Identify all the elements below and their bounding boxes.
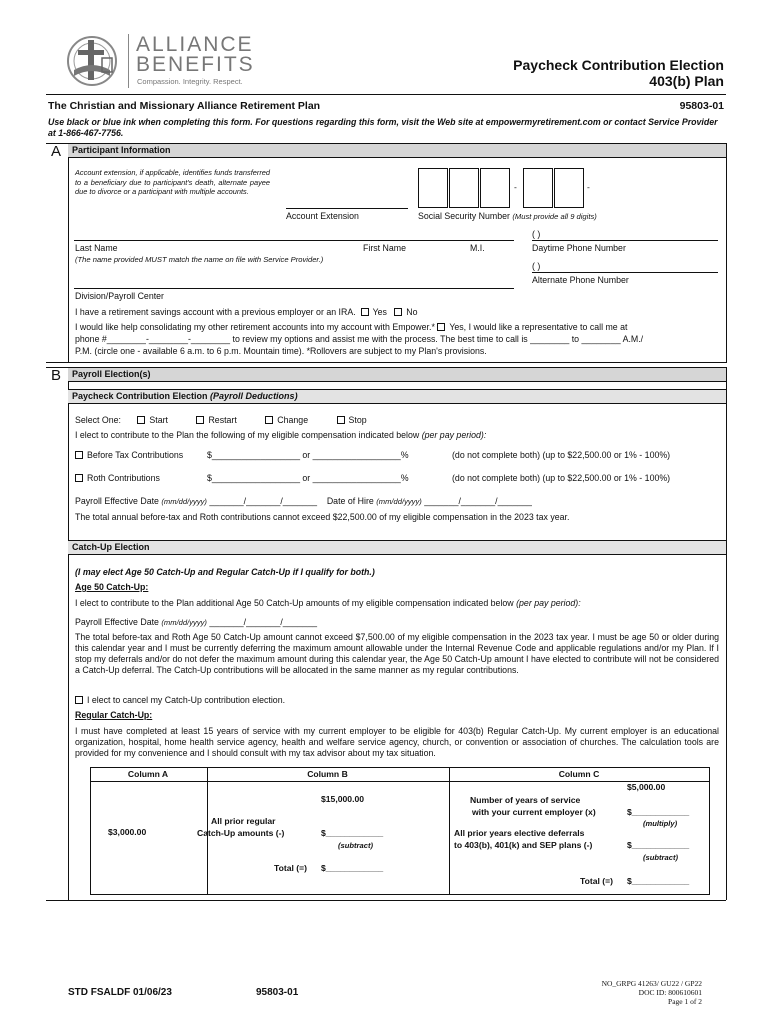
regular-title: Regular Catch-Up: (75, 710, 153, 720)
age50-paragraph: The total before-tax and Roth Age 50 Catch-Up amount cannot exceed $7,500.00 of my eligible compensation in the 2023 tax year. I must be age 50 or older during this calendar year and I must be currently deferring the maximum amount allowable under the Internal Revenue Code and applicable regulations and/or my Plan. If I stop my deferrals and/or do not defer the maximum amount during this calendar year, the Age 50 Catch-Up amount I have elected to contribute will not be considered a Catch-Up deferral. The Catch-Up contributions will be allocated in the same manner as my regular contributions. (75, 632, 719, 675)
col-c-multiply: (multiply) (643, 819, 678, 828)
stop-checkbox[interactable] (337, 416, 345, 424)
mi-label: M.I. (470, 243, 485, 253)
effective-date-label: Payroll Effective Date (75, 496, 159, 506)
age50-text-main: I elect to contribute to the Plan additional Age 50 Catch-Up amounts of my eligible compensation indicated below (75, 598, 514, 608)
annual-note: The total annual before-tax and Roth contributions cannot exceed $22,500.00 of my eligible compensation in the 2023 tax year. (75, 512, 570, 522)
alt-phone-label: Alternate Phone Number (532, 275, 629, 285)
cancel-checkbox[interactable] (75, 696, 83, 704)
section-b-letter: B (51, 367, 62, 384)
section-b-header: Payroll Election(s) (68, 367, 726, 382)
select-one-label: Select One: (75, 415, 121, 425)
effective-date-fmt: (mm/dd/yyyy) (161, 497, 207, 506)
paycheck-election-note: (Payroll Deductions) (210, 391, 298, 401)
col-a-header: Column A (127, 769, 169, 779)
footer-ref-3: Page 1 of 2 (668, 997, 702, 1006)
paycheck-election-title: Paycheck Contribution Election (72, 391, 208, 401)
regular-paragraph: I must have completed at least 15 years of service with my current employer to be eligible for 403(b) Regular Catch-Up. My current employer is an educational organization, hospital, home health service agency, health and welfare service agency, church, or convention or association of churches. The calculation tools are provided for my convenience and I should consult with my tax advisor about my tax situation. (75, 726, 719, 758)
catchup-calc-table (90, 767, 710, 895)
form-title: Paycheck Contribution Election (513, 57, 724, 73)
cancel-label: I elect to cancel my Catch-Up contribution election. (87, 695, 286, 705)
plan-name: The Christian and Missionary Alliance Retirement Plan (48, 100, 321, 112)
consolidate-yes-checkbox[interactable] (437, 323, 445, 331)
age50-title: Age 50 Catch-Up: (75, 582, 149, 592)
footer-ref-2: DOC ID: 800610601 (638, 988, 702, 997)
ssn-field[interactable] (418, 168, 618, 208)
stop-label: Stop (348, 415, 367, 425)
col-c-years-1: Number of years of service (470, 795, 581, 805)
effective-date-row (75, 496, 532, 506)
hire-date-fmt: (mm/dd/yyyy) (376, 497, 422, 506)
before-tax-label: Before Tax Contributions (87, 450, 184, 460)
section-a-letter: A (51, 143, 62, 160)
consolidate-line3: P.M. (circle one - available 6 a.m. to 6 p.m. Mountain time). *Rollovers are subject to my Plan's provisions. (75, 346, 487, 356)
col-b-header: Column B (307, 769, 348, 779)
alternate-phone-field[interactable] (532, 258, 718, 272)
ssn-dash-1: - (514, 182, 517, 192)
ssn-label-text: Social Security Number (418, 211, 510, 221)
consolidate-text: I would like help consolidating my other retirement accounts into my account with Empower.* (75, 322, 435, 332)
roth-amount[interactable]: $__________________ or __________________% (207, 473, 409, 483)
daytime-phone-field[interactable] (532, 226, 718, 240)
col-b-subtract: (subtract) (338, 841, 374, 850)
cancel-row (75, 695, 285, 705)
ira-no-label: No (406, 307, 418, 317)
logo-line2: BENEFITS (136, 53, 255, 76)
ira-no-checkbox[interactable] (394, 308, 402, 316)
hire-date-label: Date of Hire (326, 496, 374, 506)
roth-checkbox[interactable] (75, 474, 83, 482)
col-b-prior-2: Catch-Up amounts (-) (197, 828, 285, 838)
age50-date-field[interactable]: _______/_______/_______ (209, 617, 318, 627)
age50-text (75, 598, 581, 608)
last-name-label: Last Name (75, 243, 118, 253)
col-c-total-field[interactable]: $____________ (627, 876, 690, 886)
plan-number: 95803-01 (679, 100, 724, 112)
start-checkbox[interactable] (137, 416, 145, 424)
ira-yes-checkbox[interactable] (361, 308, 369, 316)
effective-date-field[interactable]: _______/_______/_______ (209, 496, 318, 506)
paycheck-election-header (68, 389, 726, 404)
col-c-amount: $5,000.00 (627, 782, 666, 792)
col-c-years-2: with your current employer (x) (472, 807, 596, 817)
account-ext-label: Account Extension (286, 211, 359, 221)
day-phone-label: Daytime Phone Number (532, 243, 626, 253)
logo-tagline: Compassion. Integrity. Respect. (137, 77, 243, 86)
ira-question (75, 307, 418, 317)
ssn-label (418, 211, 597, 221)
form-subtitle: 403(b) Plan (649, 73, 724, 89)
alliance-logo-icon (66, 34, 122, 88)
footer-form-code: STD FSALDF 01/06/23 (68, 987, 172, 998)
ssn-dash-2: - (587, 182, 590, 192)
account-extension-field[interactable] (286, 190, 408, 208)
col-c-deferrals-1: All prior years elective deferrals (454, 828, 585, 838)
before-tax-checkbox[interactable] (75, 451, 83, 459)
age50-text-note: (per pay period): (516, 598, 581, 608)
name-note: (The name provided MUST match the name on file with Service Provider.) (75, 255, 324, 264)
col-c-subtract: (subtract) (643, 853, 679, 862)
col-b-total-label: Total (=) (274, 863, 308, 873)
footer-plan-number: 95803-01 (256, 987, 299, 998)
roth-row (75, 473, 160, 483)
restart-label: Restart (208, 415, 237, 425)
footer-ref-1: NO_GRPG 41263/ GU22 / GP22 (601, 979, 702, 988)
col-b-prior: All prior regular (211, 816, 276, 826)
day-phone-paren: ( ) (532, 229, 541, 239)
elect-text (75, 430, 486, 440)
logo (66, 34, 256, 90)
age50-date-fmt: (mm/dd/yyyy) (161, 618, 207, 627)
change-label: Change (277, 415, 309, 425)
before-tax-limit: (do not complete both) (up to $22,500.00 or 1% - 100%) (452, 450, 671, 460)
col-c-deferrals-field[interactable]: $____________ (627, 840, 690, 850)
first-name-label: First Name (363, 243, 407, 253)
alt-phone-paren: ( ) (532, 261, 541, 271)
consolidate-yes-text: Yes, I would like a representative to call me at (449, 322, 628, 332)
division-field[interactable] (74, 274, 514, 288)
col-b-prior-field[interactable]: $____________ (321, 828, 384, 838)
col-b-amount: $15,000.00 (321, 794, 365, 804)
ira-question-text: I have a retirement savings account with a previous employer or an IRA. (75, 307, 356, 317)
age50-date-row (75, 617, 317, 627)
ssn-note: (Must provide all 9 digits) (512, 212, 597, 221)
before-tax-amount[interactable]: $__________________ or __________________% (207, 450, 409, 460)
col-c-total-label: Total (=) (580, 876, 614, 886)
col-c-header: Column C (558, 769, 600, 779)
section-a-header: Participant Information (68, 143, 726, 158)
logo-line1: ALLIANCE (136, 33, 254, 56)
name-field[interactable] (74, 226, 514, 240)
account-ext-note: Account extension, if applicable, identifies funds transferred to a beneficiary due to participant's death, alternate payee due to divorce or a participant with multiple accounts. (75, 168, 270, 196)
select-one-row (75, 415, 367, 425)
col-c-years-field[interactable]: $____________ (627, 807, 690, 817)
col-b-total-field[interactable]: $____________ (321, 863, 384, 873)
consolidate-line2: phone #________-________-________ to review my options and assist me with the process. The best time to call is ________ to ________ A.M./ (75, 334, 644, 344)
change-checkbox[interactable] (265, 416, 273, 424)
start-label: Start (149, 415, 168, 425)
consolidate-line1 (75, 322, 725, 332)
before-tax-row (75, 450, 183, 460)
roth-limit: (do not complete both) (up to $22,500.00 or 1% - 100%) (452, 473, 671, 483)
hire-date-field[interactable]: _______/_______/_______ (424, 496, 532, 506)
ira-yes-label: Yes (372, 307, 387, 317)
elect-text-note: (per pay period): (421, 430, 487, 440)
age50-date-label: Payroll Effective Date (75, 617, 159, 627)
catchup-header: Catch-Up Election (68, 540, 726, 555)
col-c-deferrals-2: to 403(b), 401(k) and SEP plans (-) (454, 840, 593, 850)
instructions: Use black or blue ink when completing this form. For questions regarding this form, visit the Web site at empowermyretirement.com or contact Service Provider at 1-866-467-7756. (48, 117, 718, 138)
catchup-note: (I may elect Age 50 Catch-Up and Regular Catch-Up if I qualify for both.) (75, 567, 375, 577)
division-label: Division/Payroll Center (75, 291, 164, 301)
restart-checkbox[interactable] (196, 416, 204, 424)
roth-label: Roth Contributions (87, 473, 160, 483)
col-a-amount: $3,000.00 (108, 827, 147, 837)
elect-text-main: I elect to contribute to the Plan the following of my eligible compensation indicated below (75, 430, 420, 440)
